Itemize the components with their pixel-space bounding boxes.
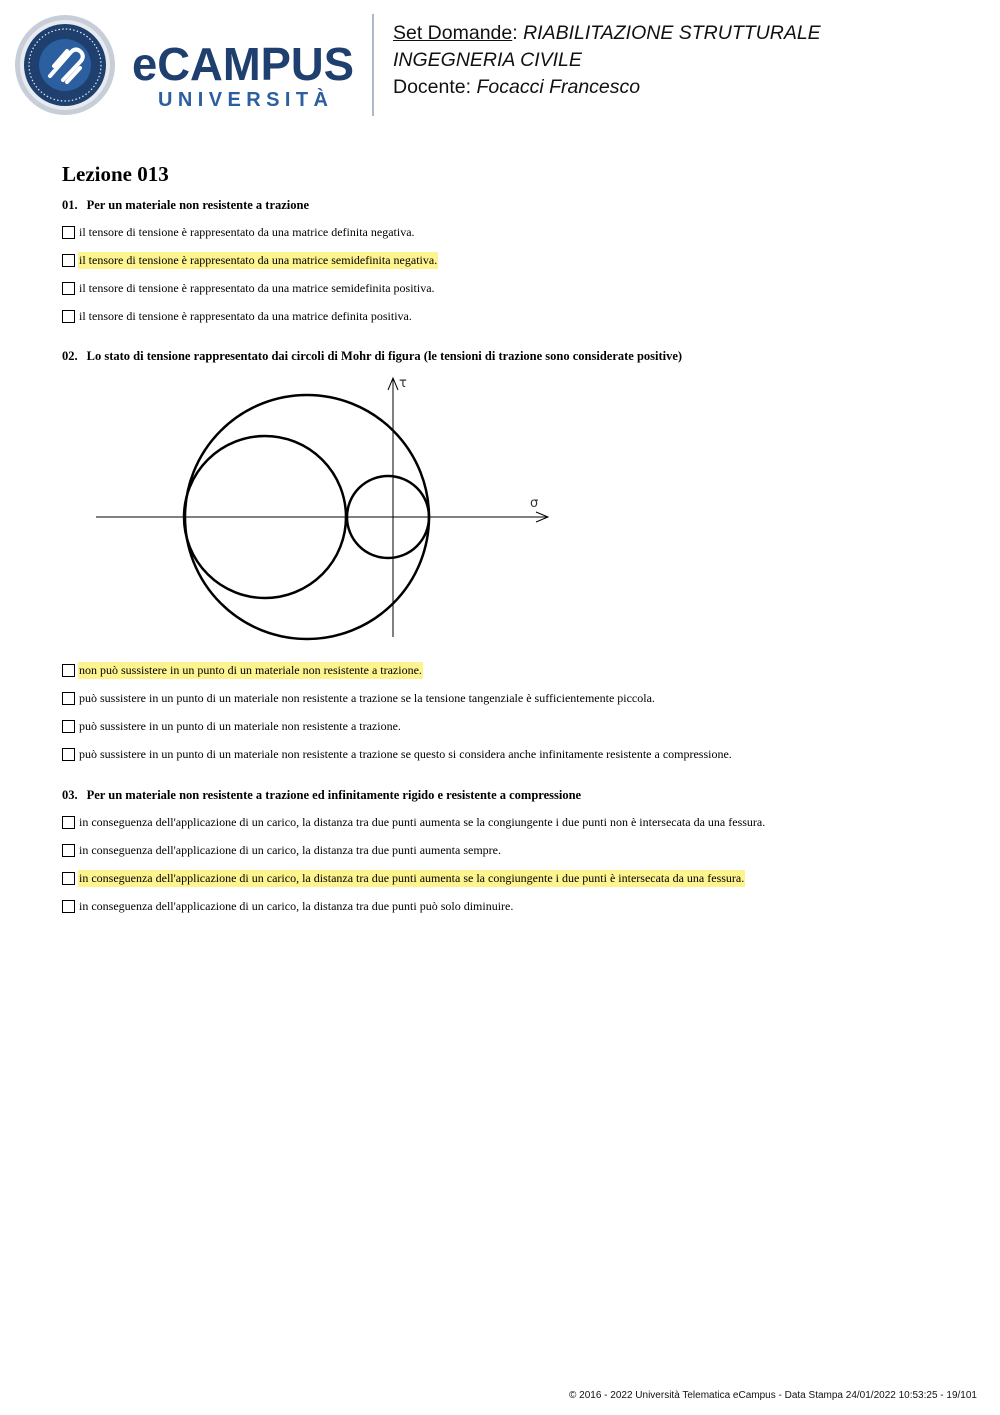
ecampus-seal-logo xyxy=(14,14,116,116)
question-03-option-2[interactable] xyxy=(62,841,502,859)
sigma-label: σ xyxy=(530,496,539,511)
question-01-option-4[interactable] xyxy=(62,307,413,325)
checkbox[interactable] xyxy=(62,720,75,733)
question-text: Per un materiale non resistente a trazione xyxy=(86,198,310,212)
checkbox[interactable] xyxy=(62,692,75,705)
lesson-title: Lezione 013 xyxy=(62,162,169,186)
checkbox[interactable] xyxy=(62,664,75,677)
question-01-option-2[interactable] xyxy=(62,251,438,269)
option-text: può sussistere in un punto di un materiale non resistente a trazione se la tensione tangenziale è sufficientemente piccola. xyxy=(79,690,655,705)
question-03-option-3[interactable] xyxy=(62,869,745,887)
question-03-option-4[interactable] xyxy=(62,897,514,915)
option-text: in conseguenza dell'applicazione di un carico, la distanza tra due punti aumenta sempre. xyxy=(79,842,501,857)
question-number: 02. xyxy=(62,349,78,363)
question-02-option-2[interactable] xyxy=(62,689,656,707)
set-value: RIABILITAZIONE STRUTTURALE xyxy=(523,22,821,44)
option-text: il tensore di tensione è rappresentato da una matrice definita positiva. xyxy=(79,308,412,323)
question-01-option-3[interactable] xyxy=(62,279,436,297)
checkbox[interactable] xyxy=(62,254,75,267)
question-02-option-3[interactable] xyxy=(62,717,402,735)
checkbox[interactable] xyxy=(62,310,75,323)
checkbox[interactable] xyxy=(62,844,75,857)
question-02-option-4[interactable] xyxy=(62,745,733,763)
set-label: Set Domande xyxy=(393,22,513,44)
question-03-option-1[interactable] xyxy=(62,813,766,831)
checkbox[interactable] xyxy=(62,900,75,913)
question-text: Per un materiale non resistente a trazione ed infinitamente rigido e resistente a compressione xyxy=(86,788,582,802)
question-02-title xyxy=(62,349,682,364)
option-text: in conseguenza dell'applicazione di un carico, la distanza tra due punti aumenta se la congiungente i due punti è intersecata da una fessura. xyxy=(79,870,745,885)
question-02-option-1[interactable] xyxy=(62,661,423,679)
checkbox[interactable] xyxy=(62,748,75,761)
option-text: non può sussistere in un punto di un materiale non resistente a trazione. xyxy=(79,662,422,677)
teacher-name: Focacci Francesco xyxy=(476,76,641,98)
question-03-title xyxy=(62,788,581,803)
mohr-circles-figure xyxy=(92,374,552,642)
question-text: Lo stato di tensione rappresentato dai circoli di Mohr di figura (le tensioni di trazione sono considerate positive) xyxy=(86,349,683,363)
option-text: può sussistere in un punto di un materiale non resistente a trazione se questo si considera anche infinitamente resistente a compressione. xyxy=(79,746,732,761)
course-name: INGEGNERIA CIVILE xyxy=(393,49,582,71)
checkbox[interactable] xyxy=(62,872,75,885)
teacher-label: Docente: xyxy=(393,76,472,98)
ecampus-wordmark-logo xyxy=(132,36,357,116)
tau-label: τ xyxy=(399,376,407,391)
question-number: 03. xyxy=(62,788,78,802)
option-text: in conseguenza dell'applicazione di un carico, la distanza tra due punti aumenta se la congiungente i due punti non è intersecata da una fessura. xyxy=(79,814,766,829)
header-divider xyxy=(372,14,374,116)
question-number: 01. xyxy=(62,198,78,212)
option-text: può sussistere in un punto di un materiale non resistente a trazione. xyxy=(79,718,401,733)
option-text: il tensore di tensione è rappresentato da una matrice semidefinita negativa. xyxy=(79,252,438,267)
checkbox[interactable] xyxy=(62,282,75,295)
checkbox[interactable] xyxy=(62,816,75,829)
option-text: il tensore di tensione è rappresentato da una matrice semidefinita positiva. xyxy=(79,280,435,295)
question-01-option-1[interactable] xyxy=(62,223,416,241)
page-footer: © 2016 - 2022 Università Telematica eCampus - Data Stampa 24/01/2022 10:53:25 - 19/101 xyxy=(569,1390,977,1401)
header-info xyxy=(393,20,821,101)
logo-brand-text: eCAMPUS xyxy=(132,38,354,90)
header-set-line: Set Domande: RIABILITAZIONE STRUTTURALE xyxy=(393,22,821,44)
checkbox[interactable] xyxy=(62,226,75,239)
option-text: il tensore di tensione è rappresentato da una matrice definita negativa. xyxy=(79,224,415,239)
question-01-title xyxy=(62,198,309,213)
logo-subtitle-text: UNIVERSITÀ xyxy=(158,89,328,111)
header-teacher-line xyxy=(393,74,821,101)
option-text: in conseguenza dell'applicazione di un carico, la distanza tra due punti può solo diminuire. xyxy=(79,898,514,913)
